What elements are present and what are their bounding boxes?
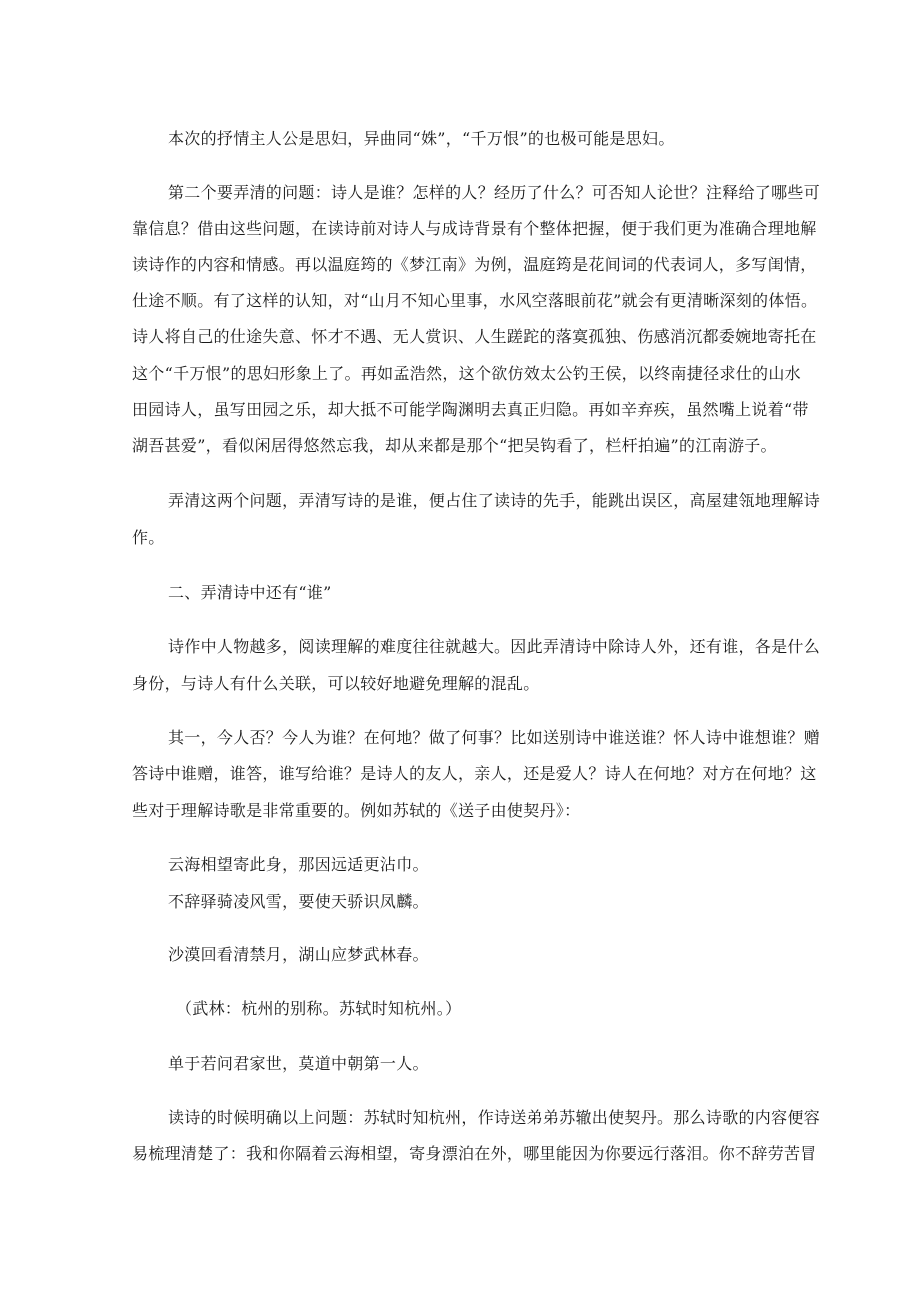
paragraph-line: 易梳理清楚了：我和你隔着云海相望，寄身漂泊在外，哪里能因为你要远行落泪。你不辞劳苦冒 [132,1144,817,1163]
paragraph-line: 本次的抒情主人公是思妇，异曲同“姝”，“千万恨”的也极可能是思妇。 [168,129,675,148]
section-heading: 二、弄清诗中还有“谁” [168,583,332,602]
paragraph-line: 答诗中谁赠，谁答，谁写给谁？是诗人的友人，亲人，还是爱人？诗人在何地？对方在何地？这 [132,764,817,783]
paragraph-line: 湖吾甚爱”，看似闲居得悠然忘我，却从来都是那个“把吴钩看了，栏杆拍遍”的江南游子。 [132,436,777,455]
poem-annotation: （武林：杭州的别称。苏轼时知杭州。） [176,999,462,1018]
poem-line: 单于若问君家世，莫道中朝第一人。 [168,1054,429,1073]
paragraph-line: 田园诗人，虽写田园之乐，却大抵不可能学陶渊明去真正归隐。再如辛弃疾，虽然嘴上说着“带 [132,400,809,419]
paragraph-line: 读诗的时候明确以上问题：苏轼时知杭州，作诗送弟弟苏辙出使契丹。那么诗歌的内容便容 [168,1108,821,1127]
paragraph-line: 弄清这两个问题，弄清写诗的是谁，便占住了读诗的先手，能跳出误区，高屋建瓴地理解诗 [168,491,821,510]
paragraph-line: 诗人将自己的仕途失意、怀才不遇、无人赏识、人生蹉跎的落寞孤独、伤感消沉都委婉地寄托在 [132,327,817,346]
paragraph-line: 其一，今人否？今人为谁？在何地？做了何事？比如送别诗中谁送谁？怀人诗中谁想谁？赠 [168,728,821,747]
paragraph-line: 些对于理解诗歌是非常重要的。例如苏轼的《送子由使契丹》： [132,801,581,820]
poem-line: 沙漠回看清禁月，湖山应梦武林春。 [168,945,429,964]
paragraph-line: 第二个要弄清的问题：诗人是谁？怎样的人？经历了什么？可否知人论世？注释给了哪些可 [168,183,821,202]
poem-line: 不辞驿骑凌风雪，要使天骄识凤麟。 [168,892,429,911]
paragraph-line: 作。 [132,528,165,547]
paragraph-line: 诗作中人物越多，阅读理解的难度往往就越大。因此弄清诗中除诗人外，还有谁，各是什么 [168,637,821,656]
paragraph-line: 仕途不顺。有了这样的认知，对“山月不知心里事，水风空落眼前花”就会有更清晰深刻的体悟。 [132,291,818,310]
poem-line: 云海相望寄此身，那因远适更沾巾。 [168,855,429,874]
paragraph-line: 这个“千万恨”的思妇形象上了。再如孟浩然，这个欲仿效太公钓王侯，以终南捷径求仕的山水 [132,364,801,383]
paragraph-line: 身份，与诗人有什么关联，可以较好地避免理解的混乱。 [132,674,540,693]
paragraph-line: 读诗作的内容和情感。再以温庭筠的《梦江南》为例，温庭筠是花间词的代表词人，多写闺情， [132,255,817,274]
paragraph-line: 靠信息？借由这些问题，在读诗前对诗人与成诗背景有个整体把握，便于我们更为准确合理地解 [132,219,817,238]
